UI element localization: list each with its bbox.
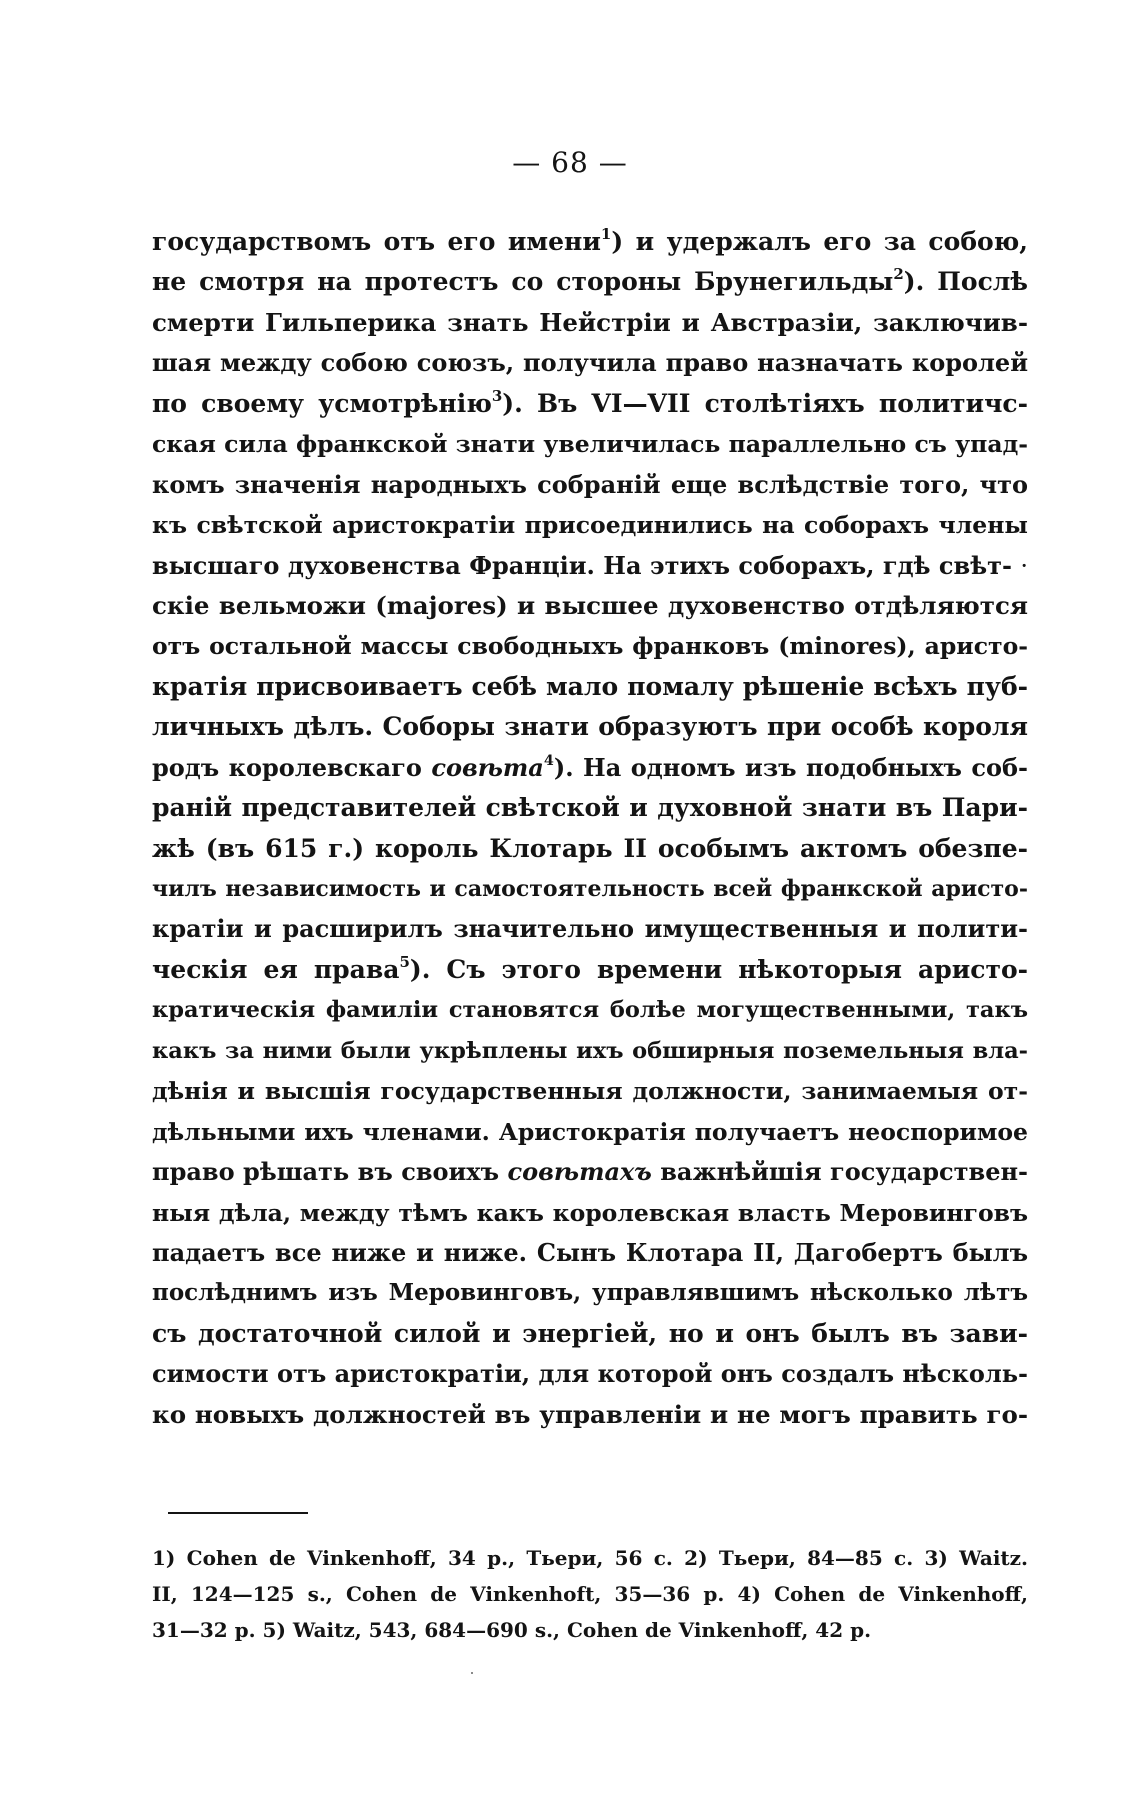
- text-line: симости отъ аристократіи, для которой онъ создалъ нѣсколь-: [152, 1359, 1028, 1389]
- text-line: кратія присвоиваетъ себѣ мало помалу рѣшеніе всѣхъ пуб-: [152, 671, 1028, 701]
- text-line: кратіи и расширилъ значительно имущественныя и полити-: [152, 914, 1028, 944]
- footnote-line: II, 124—125 s., Cohen de Vinkenhoft, 35—36 p. 4) Cohen de Vinkenhoff,: [152, 1582, 1028, 1606]
- text-line: какъ за ними были укрѣплены ихъ обширныя поземельныя вла-: [152, 1037, 1028, 1064]
- footnotes: [152, 1540, 1028, 1648]
- text-line: раній представителей свѣтской и духовной знати въ Пари-: [152, 793, 1028, 823]
- text-line: по своему усмотрѣнію$^3$). Въ VI—VII столѣтіяхъ политичс-: [152, 386, 1028, 418]
- text-line: ская сила франкской знати увеличилась параллельно съ упад-: [152, 430, 1028, 459]
- text-line: кратическія фамиліи становятся болѣе могущественными, такъ: [152, 997, 1028, 1024]
- text-line: съ достаточной силой и энергіей, но и онъ былъ въ зави-: [152, 1318, 1028, 1348]
- italic-term: совѣтахъ: [507, 1157, 652, 1187]
- text-line: комъ значенія народныхъ собраній еще вслѣдствіе того, что: [152, 469, 1028, 499]
- text-line: падаетъ все ниже и ниже. Сынъ Клотара II, Дагобертъ былъ: [152, 1237, 1028, 1267]
- paper-speck: [471, 1672, 473, 1674]
- text-line: отъ остальной массы свободныхъ франковъ (minores), аристо-: [152, 632, 1028, 661]
- footnote-line: 1) Cohen de Vinkenhoff, 34 p., Тьери, 56 с. 2) Тьери, 84—85 с. 3) Waitz.: [152, 1546, 1028, 1570]
- margin-mark: ·: [1020, 551, 1029, 580]
- text-line: жѣ (въ 615 г.) король Клотарь II особымъ актомъ обезпе-: [152, 833, 1028, 863]
- italic-term: совѣта: [431, 752, 544, 782]
- text-line: ческія ея права$^5$). Съ этого времени нѣкоторыя аристо-: [152, 952, 1028, 984]
- text-line: скіе вельможи (majores) и высшее духовенство отдѣляются: [152, 590, 1028, 620]
- text-line: не смотря на протестъ со стороны Брунегильды$^2$). Послѣ: [152, 265, 1028, 297]
- main-text: [152, 222, 1028, 1435]
- text-line: высшаго духовенства Франціи. На этихъ соборахъ, гдѣ свѣт- ·: [152, 550, 1029, 580]
- text-line: чилъ независимость и самостоятельность всей франкской аристо-: [152, 876, 1028, 902]
- text-line: родъ королевскаго совѣта$^4$). На одномъ изъ подобныхъ соб-: [152, 751, 1028, 782]
- text-line: дѣльными ихъ членами. Аристократія получаетъ неоспоримое: [152, 1117, 1028, 1146]
- text-line: дѣнія и высшія государственныя должности, занимаемыя от-: [152, 1077, 1028, 1106]
- text-line: смерти Гильперика знать Нейстріи и Австразіи, заключив-: [152, 307, 1028, 337]
- text-line: государствомъ отъ его имени$^1$) и удержалъ его за собою,: [152, 224, 1029, 256]
- text-line: послѣднимъ изъ Меровинговъ, управлявшимъ нѣсколько лѣтъ: [152, 1279, 1028, 1307]
- footnote-divider: [168, 1512, 308, 1514]
- text-line: ныя дѣла, между тѣмъ какъ королевская власть Меровинговъ: [152, 1198, 1028, 1227]
- text-line: шая между собою союзъ, получила право назначать королей: [152, 348, 1028, 378]
- text-line: къ свѣтской аристократіи присоединились на соборахъ члены: [152, 511, 1028, 540]
- footnote-line: 31—32 p. 5) Waitz, 543, 684—690 s., Cohen de Vinkenhoff, 42 p.: [152, 1618, 872, 1642]
- text-line: ко новыхъ должностей въ управленіи и не могъ править го-: [152, 1399, 1028, 1429]
- text-line: право рѣшать въ своихъ совѣтахъ важнѣйшія государствен-: [152, 1157, 1028, 1187]
- page-number: — 68 —: [512, 146, 628, 179]
- text-line: личныхъ дѣлъ. Соборы знати образуютъ при особѣ короля: [152, 712, 1028, 742]
